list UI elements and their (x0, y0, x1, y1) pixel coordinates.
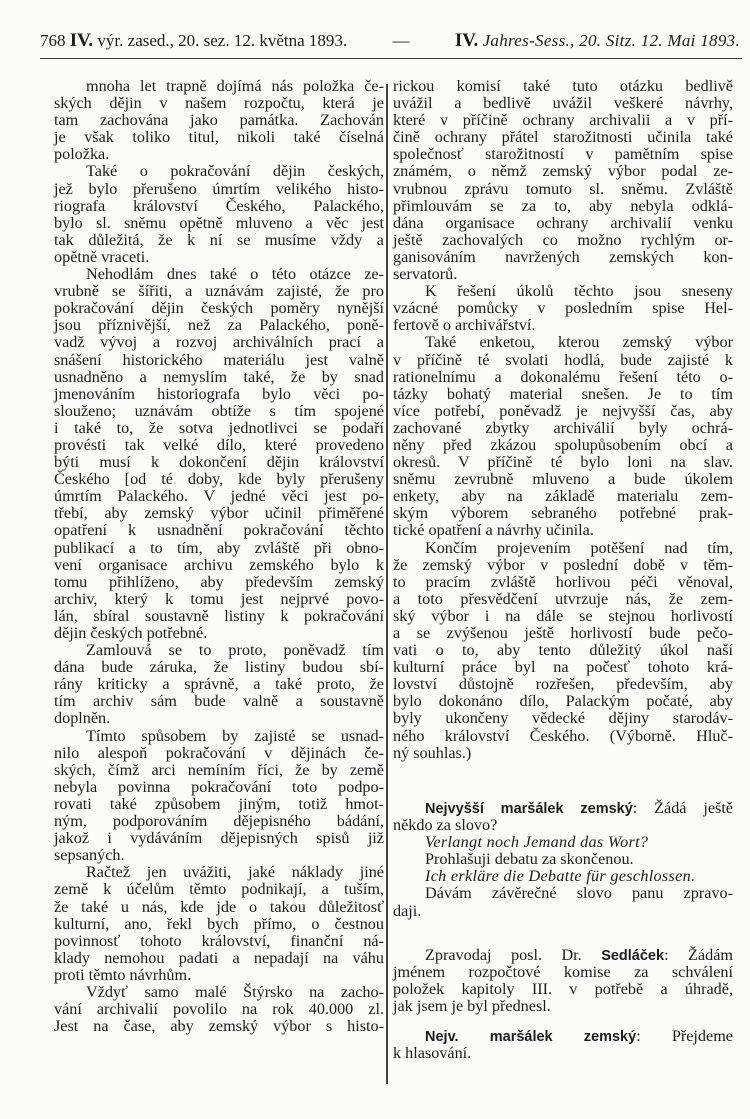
text-line: třebí, aby zemský výbor učinil přiměřené (54, 504, 384, 523)
session-roman-de: IV. (454, 30, 479, 51)
header-czech (40, 30, 347, 52)
left-column (54, 78, 384, 1035)
text-line: Také enketou, kterou zemský výbor (425, 333, 733, 352)
speaker-name: Sedláček (601, 948, 665, 964)
text-line: bylo sl. sněmu opětně mluveno a věc jest (54, 213, 384, 232)
text-line: Račtež jen uvážiti, jaké náklady jiné (86, 863, 384, 882)
text-line: tické opatření a návrhy učinila. (393, 521, 594, 540)
text-line: rickou komisí také tuto otázku bedlivě (393, 77, 733, 95)
text-line: vení organisace archivu zemského bylo k (54, 555, 384, 574)
text-line: které v příčině ochrany archivalii a v pří- (393, 111, 733, 130)
text-line: provésti tak velké dílo, které provedeno (54, 435, 384, 454)
text-line: vání archivalií povolilo na rok 40.000 zl. (54, 1000, 384, 1019)
paragraph (54, 642, 384, 727)
text-line: ský výbor i na dále se stejnou horlivostí (393, 606, 733, 625)
text-line: slouženo; uznávám obtíže s tím spojené (54, 401, 384, 420)
text-line: Nehodlám dnes také o této otázce ze- (86, 265, 384, 284)
paragraph (393, 78, 733, 283)
text-line: známém, o němž zemský výbor podal ze- (393, 162, 733, 181)
text-line: sepsaných. (54, 846, 125, 865)
paragraph (393, 283, 733, 334)
text-line: povinnosť tohoto království, finanční ná- (54, 931, 384, 950)
header-czech-text: výr. zased., 20. sez. 12. května 1893. (97, 31, 348, 50)
text-line: kulturní práce byl na počesť tohoto krá- (393, 658, 733, 677)
text-line: ným, podporováním dějepisného bádání, (54, 812, 384, 831)
text-line: vrubnou zprávu tomuto sl. sněmu. Zvláště (393, 179, 733, 198)
text-line: enkety, aby na základě materialu zem- (393, 487, 733, 506)
page-number: 768 (40, 31, 66, 50)
paragraph (54, 78, 384, 163)
text-line: sněmu zevrubně mluveno a bude úkolem (393, 470, 733, 489)
statement-text: k hlasování. (393, 1044, 472, 1063)
text-line: tím archiv sám bude valně a soustavně (54, 692, 384, 711)
text-line: je však toliko titul, nikoli také číselná (54, 128, 384, 147)
text-line: opětně vraceti. (54, 247, 150, 266)
text-line: položka. (54, 145, 110, 164)
text-line: vrubně se šířiti, a uznávám zajisté, že pro (54, 282, 384, 301)
text-line: tak důležitá, že k ní se musíme vždy a (54, 230, 384, 249)
text-line: snášení historického materiálu jest valně (54, 350, 384, 369)
text-line: Končím projevením potěšení nad tím, (425, 538, 733, 557)
text-line: více potřebí, poněvadž je nejvyšší čas, aby (393, 401, 733, 420)
text-line: okresů. V příčině té bylo loni na slav. (393, 453, 733, 472)
text-line: ného království Českého. (Výborně. Hluč- (393, 726, 733, 745)
text-line: lovství důstojně rozřešen, především, aby (393, 675, 733, 694)
text-line: přimlouvám se za to, aby nebyla odklá- (393, 196, 733, 215)
paragraph (54, 728, 384, 865)
text-line: a se zvýšenou ještě horlivostí bude pečo- (393, 624, 733, 642)
column-divider (386, 84, 388, 1084)
statement-text: : Žádá ještě (632, 799, 733, 817)
text-line: Zamlouvá se to proto, poněvadž tím (86, 641, 384, 660)
text-line: bylo dokonáno dílo, Palackým počaté, aby (393, 692, 733, 711)
text-line: usnadněno a nemyslím také, že by snad (54, 367, 384, 386)
statement-text: jak jsem je byl přednesl. (393, 997, 551, 1016)
header-dash: — (392, 31, 410, 50)
text-line: jež bylo přerušeno úmrtím velikého histo- (54, 179, 384, 198)
text-line: v příčině té svolati hodlá, bude zajisté k (393, 350, 733, 369)
text-line: archiv, který k tomu jest nejprvé povo- (54, 589, 384, 608)
statement-german: Ich erkläre die Debatte für geschlossen. (425, 867, 696, 886)
text-line: pokračování dějin českých poměry nynější (54, 299, 384, 318)
text-line: ským výborem sebraného potřebné prak- (393, 504, 733, 523)
text-line: klady nemohou padati a nepadají na váhu (54, 948, 384, 967)
text-line: kulturní, ano, řekl bych přímo, o čestnou (54, 914, 384, 933)
text-line: vadž vývoj a rozvoj archiválních prací a (54, 333, 384, 352)
text-line: úmrtím Palackého. V jedné věci jest po- (54, 487, 384, 506)
text-line: jmenováním historiografa bylo věci po- (54, 384, 384, 403)
text-line: dána organisace ochrany archivalií venku (393, 213, 733, 232)
text-line: Tímto spůsobem by zajisté se usnad- (86, 726, 384, 745)
text-line: jakož i vydáváním dějepisných spisů již (54, 829, 384, 848)
text-line: tam zachována jako památka. Zachován (54, 111, 384, 130)
text-line: uvážil a bedlivě uvážil veškeré návrhy, (393, 94, 733, 113)
text-line: země k účelům těmto podnikají, a tuším, (54, 880, 384, 899)
text-line: i také to, že sotva jednotlivci se podaří (54, 418, 384, 437)
text-line: ských, čímž arci nemíním říci, že by země (54, 760, 384, 779)
text-line: něny před zkázou spolupůsobením obcí a (393, 435, 733, 454)
statement-text: položek kapitoly III. v potřebě a úhradě, (393, 980, 733, 999)
statement-german: Verlangt noch Jemand das Wort? (425, 833, 649, 852)
text-line: servatorů. (393, 265, 458, 284)
text-line: společnosť starožitností v pamětním spise (393, 145, 733, 164)
text-line: Jest na čase, aby zemský výbor s histo- (54, 1017, 384, 1036)
header-german (455, 30, 740, 52)
text-line: býti musí k dokončení dějin království (54, 453, 384, 472)
text-line: zachované zbytky archiválií byly ochrá- (393, 418, 733, 437)
paragraph (54, 266, 384, 642)
text-line: čině ochrany přátel starožitnosti učinila také (393, 128, 733, 147)
text-line: Českého [od té doby, kde byly přerušeny (54, 470, 384, 489)
speaker-prefix: Zpravodaj posl. Dr. (425, 946, 582, 964)
text-line: vzácné pomůcky v posledním spise Hel- (393, 299, 733, 318)
header-german-text: Jahres-Sess., 20. Sitz. 12. Mai 1893. (482, 31, 740, 50)
text-line: dána bude záruka, že listiny budou sbí- (54, 658, 384, 677)
running-header (40, 30, 740, 52)
text-line: rationelnímu a dokonalému řešení této o- (393, 367, 733, 386)
paragraph (393, 334, 733, 539)
text-line: ských dějin v našem rozpočtu, která je (54, 94, 384, 113)
speaker-name: Nejv. maršálek zemský (425, 1029, 637, 1045)
text-line: že zemský výbor v poslední době v těm- (393, 555, 733, 574)
marshal-statement-1 (393, 800, 733, 920)
statement-text: někdo za slovo? (393, 816, 498, 835)
statement-text: Dávám závěrečné slovo panu zpravo- (425, 884, 733, 903)
text-line: a toto přesvědčení utvrzuje nás, že zem- (393, 589, 733, 608)
text-line: byly ukončeny vědecké dějiny starodáv- (393, 709, 733, 728)
text-line: doplněn. (54, 709, 111, 728)
paragraph (54, 984, 384, 1035)
text-line: fertově o archivářství. (393, 316, 536, 335)
text-line: lán, sbíral soustavně listiny k pokračování (54, 606, 384, 625)
marshal-statement-2 (393, 1028, 733, 1062)
paragraph (393, 540, 733, 762)
text-line: Také o pokračování dějin českých, (86, 162, 384, 181)
session-roman: IV. (69, 30, 94, 51)
text-line: K řešení úkolů těchto jsou sneseny (425, 282, 733, 301)
statement-text: Prohlašuji debatu za skončenou. (425, 850, 634, 869)
paragraph (54, 864, 384, 984)
paragraph (54, 163, 384, 266)
text-line: Vždyť samo malé Štýrsko na zacho- (86, 982, 384, 1001)
text-line: dějin českých potřebné. (54, 624, 208, 642)
statement-text: : Přejdeme (636, 1027, 733, 1045)
text-line: vati o to, aby tento důležitý úkol naší (393, 641, 733, 660)
text-line: rovati také způsobem jiným, totiž hmot- (54, 794, 384, 813)
text-line: rány kriticky a správně, a také proto, že (54, 675, 384, 694)
rapporteur-statement (393, 947, 733, 1015)
text-line: tomu přihlíženo, aby především zemský (54, 572, 384, 591)
text-line: nebyla povinna pokračování toto podpo- (54, 777, 384, 796)
text-line: ný souhlas.) (393, 743, 472, 762)
statement-text: daji. (393, 901, 422, 920)
text-line: proti těmto návrhům. (54, 965, 192, 984)
header-rule (40, 58, 742, 59)
speaker-name: Nejvyšší maršálek zemský (425, 801, 633, 817)
text-line: že také u nás, kde jde o takou důležitosť (54, 897, 384, 916)
text-line: ganisováním navržených zemských kon- (393, 247, 733, 266)
text-line: riografa království Českého, Palackého, (54, 196, 384, 215)
text-line: publikací a to tím, aby zvláště při obno- (54, 538, 384, 557)
text-line: to pracím zvláště horlivou péči věnoval, (393, 572, 733, 591)
statement-text: jménem rozpočtové komise za schválení (393, 963, 733, 982)
text-line: ještě zachovalých co možno rychlým or- (393, 230, 733, 249)
text-line: jsou příznivější, než za Palackého, poně- (54, 316, 384, 335)
right-column-speech (393, 78, 733, 762)
text-line: tázky bohatý material snešen. Je to tím (393, 384, 733, 403)
text-line: mnoha let trapně dojímá nás položka če- (86, 77, 384, 95)
statement-text: : Žádám (664, 946, 733, 964)
text-line: nilo alespoň pokračování v dějinách če- (54, 743, 384, 762)
text-line: opatření k usnadnění pokračování těchto (54, 521, 384, 540)
